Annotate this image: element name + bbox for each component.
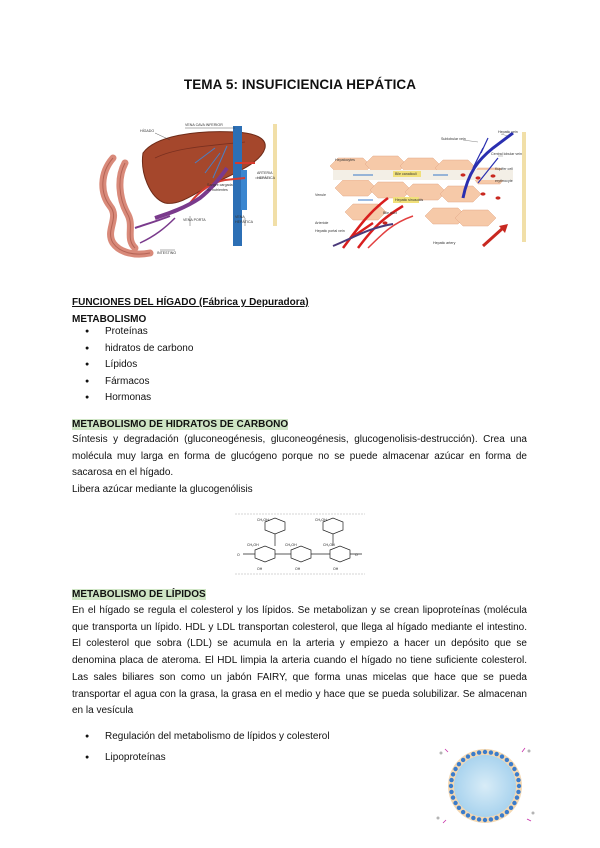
lipids-line: denomina placa de ateroma. El HDL limpia la arteria cuando el hígado no tiene suficiente colesterol. xyxy=(72,655,527,667)
svg-text:de nutrientes: de nutrientes xyxy=(207,188,228,192)
lipids-line: que transporta un lípido. HDL y LDL transportan colesterol, que llega al hígado mediante el intestino. xyxy=(72,621,527,633)
lipids-line: Las sales biliares son como un jabón FAIRY, que forma unas micelas que hace que se pueda xyxy=(72,671,527,683)
svg-text:VENA PORTA: VENA PORTA xyxy=(183,218,206,222)
lipids-paragraph xyxy=(72,603,527,720)
carbs-heading-text: METABOLISMO DE HIDRATOS DE CARBONO xyxy=(72,419,289,430)
micelle-figure xyxy=(433,743,538,828)
carbs-paragraph xyxy=(72,432,527,499)
metabolism-subheading: METABOLISMO xyxy=(72,314,147,325)
svg-text:OH: OH xyxy=(333,567,339,571)
lipids-list xyxy=(72,729,402,767)
list-item: ● Lípidos xyxy=(72,357,372,374)
carbs-heading xyxy=(72,419,288,430)
svg-text:O: O xyxy=(355,553,358,557)
svg-text:Hepatic portal vein: Hepatic portal vein xyxy=(315,229,345,233)
lipids-line: El colesterol que sobra (LDL) se acumula en la arteria y empiezo a hacer un depósito que se xyxy=(72,638,527,650)
carbs-line: Síntesis y degradación (gluconeogénesis, gluconeogénesis, glucogenolisis-destrucción). Crea una xyxy=(72,434,527,445)
svg-text:Hepatic sinusoids: Hepatic sinusoids xyxy=(395,198,424,202)
svg-text:Hepatic artery: Hepatic artery xyxy=(433,241,456,245)
svg-text:O: O xyxy=(237,553,240,557)
svg-text:Bile duct: Bile duct xyxy=(383,211,397,215)
carbs-line: molécula muy larga en forma de glucógeno porque no se puede almacenar azúcar en forma de xyxy=(72,450,527,462)
svg-text:Sublobular vein: Sublobular vein xyxy=(441,137,466,141)
lipids-line: en la vesícula xyxy=(72,705,134,717)
svg-text:Hepatic vein: Hepatic vein xyxy=(498,130,518,134)
svg-text:VENA CAVA INFERIOR: VENA CAVA INFERIOR xyxy=(185,123,223,127)
lipids-line: transportar el agua con la grasa, la grasa en el medio y hace que se pueda solubilizar. Se almacenan xyxy=(72,688,527,700)
svg-text:CH₂OH: CH₂OH xyxy=(315,518,327,522)
lipids-heading-text: METABOLISMO DE LÍPIDOS xyxy=(72,589,206,600)
svg-text:CH₂OH: CH₂OH xyxy=(247,543,259,547)
list-item: ● hidratos de carbono xyxy=(72,341,372,358)
svg-text:Sangre cargada: Sangre cargada xyxy=(207,183,233,187)
svg-text:Arteriole: Arteriole xyxy=(315,221,329,225)
svg-text:CH₂OH: CH₂OH xyxy=(323,543,335,547)
svg-text:Kupffer cell: Kupffer cell xyxy=(495,167,513,171)
lipids-heading xyxy=(72,589,206,600)
functions-heading: FUNCIONES DEL HÍGADO (Fábrica y Depuradora) xyxy=(72,297,309,308)
svg-text:INTESTINO: INTESTINO xyxy=(157,251,177,255)
carbs-line: sacarosa en el hígado. xyxy=(72,467,174,479)
glycogen-structure-figure xyxy=(235,512,365,576)
svg-text:Bile canaliculi: Bile canaliculi xyxy=(395,172,417,176)
list-item: ● Hormonas xyxy=(72,390,372,407)
carbs-line: Libera azúcar mediante la glucogenólisis xyxy=(72,484,253,496)
svg-text:CH₂OH: CH₂OH xyxy=(285,543,297,547)
page-title: TEMA 5: INSUFICIENCIA HEPÁTICA xyxy=(183,77,417,92)
svg-text:OH: OH xyxy=(295,567,301,571)
svg-text:erythrocyte: erythrocyte xyxy=(495,179,513,183)
svg-text:HÍGADO: HÍGADO xyxy=(140,129,155,133)
svg-text:OH: OH xyxy=(257,567,263,571)
svg-text:HEPÁTICA: HEPÁTICA xyxy=(257,176,275,180)
svg-text:Hepatocytes: Hepatocytes xyxy=(335,158,355,162)
list-item: ● Fármacos xyxy=(72,374,372,391)
liver-anatomy-figure xyxy=(95,118,285,263)
svg-text:ARTERIA: ARTERIA xyxy=(257,171,273,175)
lipids-line: En el hígado se regula el colesterol y los lípidos. Se metabolizan y se crean lipoproteínas (molécula xyxy=(72,605,527,616)
svg-text:Central lobular vein: Central lobular vein xyxy=(491,152,522,156)
list-item: ● Lipoproteínas xyxy=(72,750,402,767)
list-item: ● Regulación del metabolismo de lípidos y colesterol xyxy=(72,729,402,750)
functions-list xyxy=(72,324,372,407)
svg-text:HEPÁTICA: HEPÁTICA xyxy=(235,220,253,224)
list-item: ● Proteínas xyxy=(72,324,372,341)
svg-text:CH₂OH: CH₂OH xyxy=(257,518,269,522)
svg-text:Venule: Venule xyxy=(315,193,326,197)
liver-lobule-figure xyxy=(313,128,533,250)
svg-text:VENA: VENA xyxy=(235,215,245,219)
